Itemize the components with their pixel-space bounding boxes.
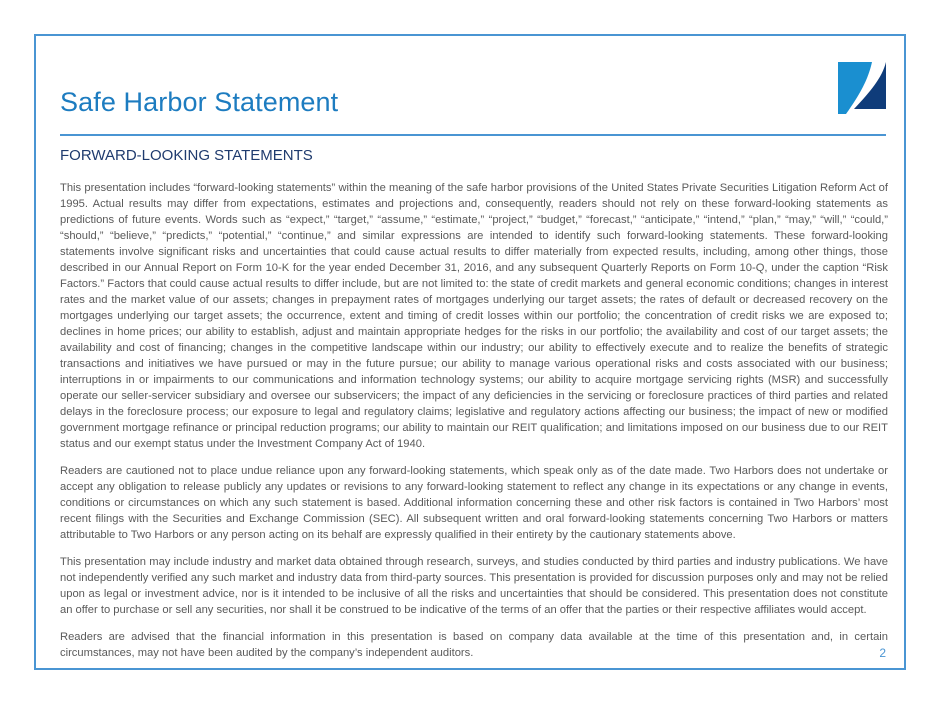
slide-title: Safe Harbor Statement — [60, 87, 339, 117]
slide-frame — [34, 34, 906, 670]
two-harbors-logo-icon — [838, 62, 888, 114]
paragraph-market-data: This presentation may include industry and market data obtained through research, surveys, and studies conducted by third parties and industry publications. We have not independently verified any such market and industry data from third-party sources. This presentation is provided for discussion purposes only and may not be relied upon as legal or investment advice, nor is it intended to be inclusive of all the risks and uncertainties that should be considered. This presentation does not constitute an offer to purchase or sell any securities, nor shall it be construed to be indicative of the terms of an offer that the parties or their respective affiliates would accept. — [60, 556, 888, 616]
paragraph-financial-info: Readers are advised that the financial information in this presentation is based on company data available at the time of this presentation and, in certain circumstances, may not have been audited by the company’s independent auditors. — [60, 631, 888, 659]
page-number: 2 — [879, 646, 886, 660]
paragraph-forward-looking: This presentation includes “forward-looking statements” within the meaning of the safe harbor provisions of the United States Private Securities Litigation Reform Act of 1995. Actual results may differ from expectations, estimates and projections and, consequently, readers should not rely on these forward-looking statements as predictions of future events. Words such as “expect,” “target,” “assume,” “estimate,” “project,” “budget,” “forecast,” “anticipate,” “intend,” “plan,” “may,” “will,” “could,” “should,” “believe,” “predicts,” “potential,” “continue,” and similar expressions are intended to identify such forward-looking statements. These forward-looking statements involve significant risks and uncertainties that could cause actual results to differ materially from expected results, including, among other things, those described in our Annual Report on Form 10-K for the year ended December 31, 2016, and any subsequent Quarterly Reports on Form 10-Q, under the caption “Risk Factors.” Factors that could cause actual results to differ include, but are not limited to: the state of credit markets and general economic conditions; changes in interest rates and the market value of our assets; changes in prepayment rates of mortgages underlying our target assets; the rates of default or decreased recovery on the mortgages underlying our target assets; the occurrence, extent and timing of credit losses within our portfolio; the concentration of credit risks we are exposed to; declines in home prices; our ability to establish, adjust and maintain appropriate hedges for the risks in our portfolio; the availability and cost of our target assets; the availability and cost of financing; changes in the competitive landscape within our industry; our ability to effectively execute and to realize the benefits of strategic transactions and initiatives we have pursued or may in the future pursue; our ability to manage various operational risks and costs associated with our business; interruptions in or impairments to our communications and information technology systems; our ability to acquire mortgage servicing rights (MSR) and successfully operate our seller-servicer subsidiary and oversee our subservicers; the impact of any deficiencies in the servicing or foreclosure practices of third parties and related delays in the foreclosure process; our exposure to legal and regulatory claims; legislative and regulatory actions affecting our business; the impact of new or modified government mortgage refinance or principal reduction programs; our ability to maintain our REIT qualification; and limitations imposed on our business due to our REIT status and our exempt status under the Investment Company Act of 1940. — [60, 182, 888, 450]
section-heading: FORWARD-LOOKING STATEMENTS — [60, 147, 313, 164]
paragraph-caution: Readers are cautioned not to place undue reliance upon any forward-looking statements, which speak only as of the date made. Two Harbors does not undertake or accept any obligation to release publicly any updates or revisions to any forward-looking statement to reflect any change in its expectations or any change in events, conditions or circumstances on which any such statement is based. Additional information concerning these and other risk factors is contained in Two Harbors’ most recent filings with the Securities and Exchange Commission (SEC). All subsequent written and oral forward-looking statements concerning Two Harbors or matters attributable to Two Harbors or any person acting on its behalf are expressly qualified in their entirety by the cautionary statements above. — [60, 465, 888, 541]
statement-body — [60, 180, 888, 672]
title-divider — [60, 134, 886, 136]
